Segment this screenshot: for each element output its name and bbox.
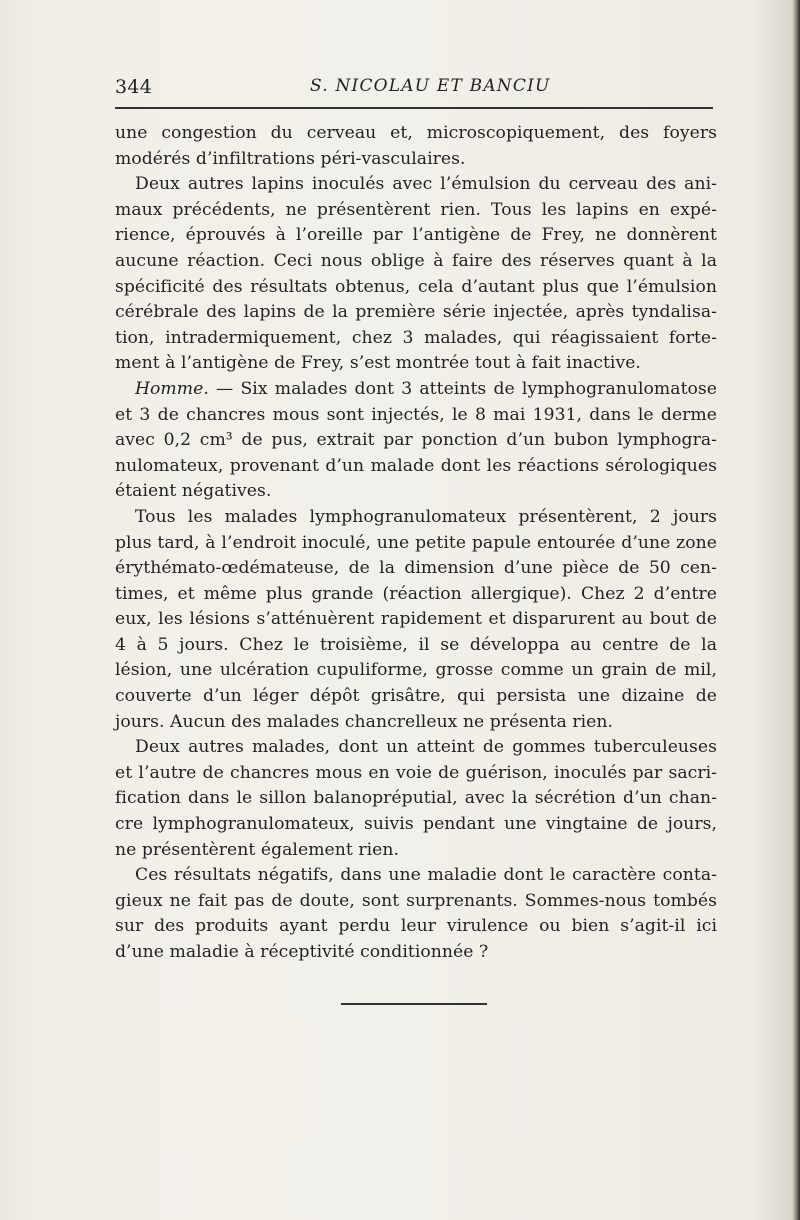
text-line: modérés d’infiltrations péri-vasculaires. [115, 148, 466, 169]
page-header [115, 76, 715, 102]
text-line: cre lymphogranulomateux, suivis pendant une vingtaine de jours, [115, 814, 717, 835]
body-text [115, 121, 717, 966]
text-line: étaient négatives. [115, 481, 272, 502]
text-line: couverte d’un léger dépôt grisâtre, qui persista une dizaine de [115, 686, 717, 707]
text-line: jours. Aucun des malades chancrelleux ne présenta rien. [115, 711, 613, 732]
text-line: une congestion du cerveau et, microscopiquement, des foyers [115, 123, 717, 143]
text-line: eux, les lésions s’atténuèrent rapidement et disparurent au bout de [115, 609, 717, 630]
text-line: aucune réaction. Ceci nous oblige à faire des réserves quant à la [115, 250, 717, 271]
text-line: Tous les malades lymphogranulomateux présentèrent, 2 jours [135, 506, 717, 527]
text-line: et 3 de chancres mous sont injectés, le 8 mai 1931, dans le derme [115, 404, 717, 425]
text-line: Deux autres lapins inoculés avec l’émulsion du cerveau des ani- [135, 174, 717, 195]
text-line: ment à l’antigène de Frey, s’est montrée tout à fait inactive. [115, 353, 641, 374]
homme-text: Six malades dont 3 atteints de lymphogranulomatose [240, 378, 718, 399]
text-line: maux précédents, ne présentèrent rien. Tous les lapins en expé- [115, 199, 717, 220]
homme-lead: Homme. — [135, 378, 234, 399]
text-line: sur des produits ayant perdu leur virulence ou bien s’agit-il ici [115, 916, 717, 937]
text-line: Deux autres malades, dont un atteint de gommes tuberculeuses [135, 737, 717, 758]
text-line: cérébrale des lapins de la première série injectée, après tyndalisa- [115, 302, 717, 323]
text-line: et l’autre de chancres mous en voie de guérison, inoculés par sacri- [115, 762, 717, 783]
text-line: avec 0,2 cm³ de pus, extrait par ponction d’un bubon lymphogra- [115, 430, 717, 451]
header-rule [115, 107, 713, 109]
text-line: nulomateux, provenant d’un malade dont les réactions sérologiques [115, 455, 717, 476]
page-edge [794, 0, 800, 1220]
text-line: spécificité des résultats obtenus, cela d’autant plus que l’émulsion [115, 276, 717, 297]
text-line: tion, intradermiquement, chez 3 malades, qui réagissaient forte- [115, 327, 717, 348]
text-line: gieux ne fait pas de doute, sont surprenants. Sommes-nous tombés [115, 890, 717, 911]
text-line-homme [115, 377, 717, 403]
running-head: S. NICOLAU ET BANCIU [310, 76, 551, 96]
text-line: 4 à 5 jours. Chez le troisième, il se développa au centre de la [115, 634, 717, 655]
text-line: lésion, une ulcération cupuliforme, grosse comme un grain de mil, [115, 660, 717, 681]
text-line: plus tard, à l’endroit inoculé, une petite papule entourée d’une zone [115, 532, 717, 553]
text-line: Ces résultats négatifs, dans une maladie dont le caractère conta- [135, 865, 717, 886]
page-number: 344 [115, 76, 153, 98]
end-rule [341, 1003, 487, 1005]
text-line: rience, éprouvés à l’oreille par l’antigène de Frey, ne donnèrent [115, 225, 717, 246]
text-line: times, et même plus grande (réaction allergique). Chez 2 d’entre [115, 583, 717, 604]
text-line: ne présentèrent également rien. [115, 839, 400, 860]
text-line: d’une maladie à réceptivité conditionnée ? [115, 942, 489, 962]
text-line: érythémato-œdémateuse, de la dimension d’une pièce de 50 cen- [115, 558, 717, 579]
text-line: fication dans le sillon balanopréputial, avec la sécrétion d’un chan- [115, 788, 717, 809]
